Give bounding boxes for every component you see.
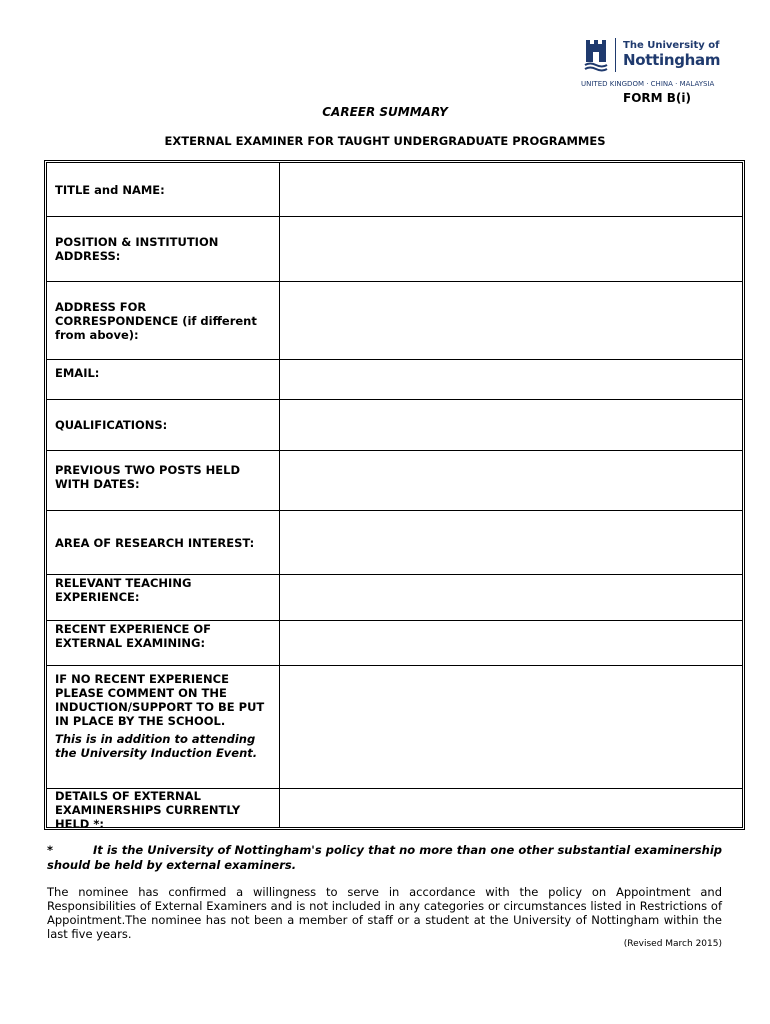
- table-row: [47, 217, 742, 282]
- teaching-experience-field[interactable]: [280, 575, 742, 620]
- logo-line2: Nottingham: [623, 51, 721, 69]
- row-label: POSITION & INSTITUTION ADDRESS:: [47, 217, 280, 281]
- footnote-text: It is the University of Nottingham's policy that no more than one other substantial examinership should be held by external examiners.: [47, 843, 722, 872]
- table-row: [47, 621, 742, 666]
- page-title-text: CAREER SUMMARY: [322, 105, 448, 119]
- table-row: [47, 575, 742, 621]
- logo-line1: The University of: [623, 40, 720, 51]
- footnote-star: *: [47, 843, 54, 857]
- university-logo: [581, 36, 721, 90]
- row-label: TITLE and NAME:: [47, 163, 280, 216]
- qualifications-field[interactable]: [280, 400, 742, 450]
- form-label: FORM B(i): [623, 91, 691, 105]
- policy-footnote: [47, 843, 722, 873]
- email-field[interactable]: [280, 360, 742, 399]
- examinerships-field[interactable]: [280, 789, 742, 827]
- row-note: This is in addition to attending the University Induction Event.: [55, 732, 258, 760]
- position-institution-field[interactable]: [280, 217, 742, 281]
- row-label: PREVIOUS TWO POSTS HELD WITH DATES:: [47, 451, 280, 510]
- logo-line3: UNITED KINGDOM · CHINA · MALAYSIA: [581, 80, 715, 88]
- row-label: IF NO RECENT EXPERIENCE PLEASE COMMENT ON THE INDUCTION/SUPPORT TO BE PUT IN PLACE BY THE SCHOOL.: [55, 672, 265, 728]
- table-row: [47, 163, 742, 217]
- row-label: ADDRESS FOR CORRESPONDENCE (if different from above):: [47, 282, 280, 359]
- external-examining-field[interactable]: [280, 621, 742, 665]
- nominee-declaration: The nominee has confirmed a willingness to serve in accordance with the policy on Appointment and Responsibilities of External Examiners and is not included in any categories or circumstances listed in Restrictions of Appointment.The nominee has not been a member of staff or a student at the University of Nottingham within the last five years.: [47, 885, 722, 941]
- table-row: [47, 511, 742, 575]
- row-label: QUALIFICATIONS:: [47, 400, 280, 450]
- page-subtitle: EXTERNAL EXAMINER FOR TAUGHT UNDERGRADUATE PROGRAMMES: [164, 134, 606, 148]
- logo-divider: [615, 38, 616, 72]
- table-row: [47, 666, 742, 789]
- row-label: RELEVANT TEACHING EXPERIENCE:: [47, 575, 280, 620]
- row-label: RECENT EXPERIENCE OF EXTERNAL EXAMINING:: [47, 621, 280, 665]
- castle-crest-icon: [583, 38, 609, 72]
- table-row: [47, 360, 742, 400]
- row-label: DETAILS OF EXTERNAL EXAMINERSHIPS CURRENTLY HELD *:: [47, 789, 280, 827]
- row-label-group: [47, 666, 280, 788]
- table-row: [47, 451, 742, 511]
- research-interest-field[interactable]: [280, 511, 742, 574]
- correspondence-address-field[interactable]: [280, 282, 742, 359]
- row-label: EMAIL:: [47, 360, 280, 399]
- title-name-field[interactable]: [280, 163, 742, 216]
- table-row: [47, 789, 742, 831]
- revision-date: (Revised March 2015): [623, 939, 722, 949]
- page-title: [0, 105, 770, 119]
- table-row: [47, 282, 742, 360]
- career-summary-table: [44, 160, 745, 830]
- table-row: [47, 400, 742, 451]
- induction-comment-field[interactable]: [280, 666, 742, 788]
- row-label: AREA OF RESEARCH INTEREST:: [47, 511, 280, 574]
- previous-posts-field[interactable]: [280, 451, 742, 510]
